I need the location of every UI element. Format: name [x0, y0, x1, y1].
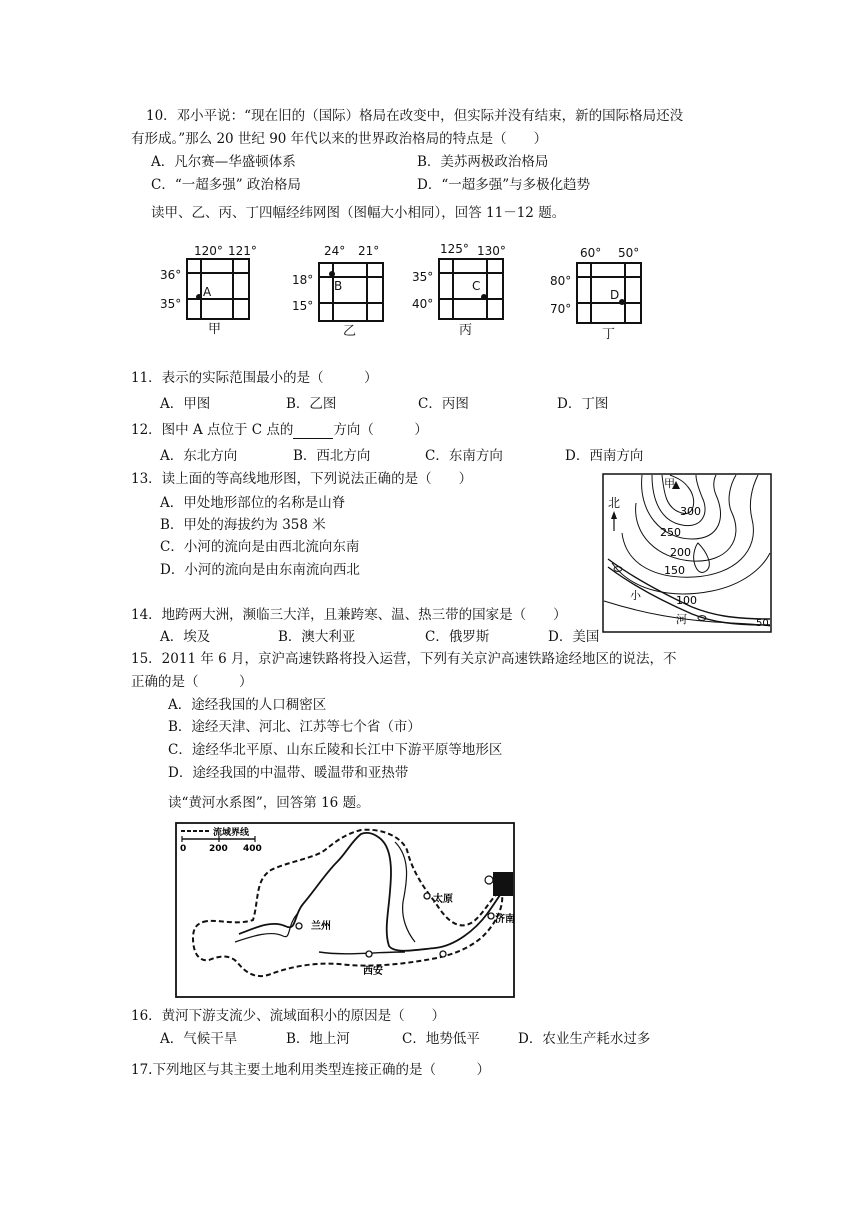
- grid-jia-name: 甲: [208, 322, 222, 337]
- grid-ding-side-top: 80°: [550, 274, 572, 288]
- river-char-1: 小: [630, 589, 641, 602]
- q16-option-a: A．气候干旱: [160, 1031, 238, 1047]
- q11-option-b: B．乙图: [286, 396, 337, 412]
- city-taiyuan-label: 太原: [433, 894, 453, 905]
- grid-yi-point-label: B: [334, 279, 343, 293]
- q12-option-a: A．东北方向: [160, 448, 238, 464]
- contour-label-150: 150: [664, 564, 685, 577]
- q14-option-c: C．俄罗斯: [425, 629, 490, 645]
- q14-option-d: D．美国: [548, 629, 600, 645]
- q13-option-c: C．小河的流向是由西北流向东南: [160, 539, 360, 555]
- q12-stem: [131, 421, 428, 439]
- grid-bing-top-right: 130°: [477, 244, 506, 258]
- contour-map: [602, 473, 772, 633]
- grid-ding-point-dot: [619, 299, 625, 305]
- grid-jia-point-dot: [196, 294, 202, 300]
- q11-option-c: C．丙图: [418, 396, 469, 412]
- q11-option-a: A．甲图: [160, 396, 211, 412]
- grid-bing-side-bottom: 40°: [412, 297, 434, 311]
- q12-stem-post: 方向（ ）: [333, 422, 428, 438]
- city-xian-label: 西安: [363, 966, 383, 977]
- q11-stem: 11．表示的实际范围最小的是（ ）: [131, 370, 378, 386]
- city-lanzhou-label: 兰州: [311, 921, 331, 932]
- river-map-intro: 读“黄河水系图”，回答第 16 题。: [168, 795, 370, 811]
- q13-option-a: A．甲处地形部位的名称是山脊: [160, 495, 346, 511]
- q15-option-b: B．途经天津、河北、江苏等七个省（市）: [168, 719, 421, 735]
- grid-bing-point-label: C: [472, 279, 481, 293]
- q15-stem-line2: 正确的是（ ）: [131, 674, 253, 690]
- q13-stem: 13．读上面的等高线地形图，下列说法正确的是（ ）: [131, 471, 473, 487]
- grid-ding-name: 丁: [602, 327, 616, 342]
- grid-ding-point-label: D: [610, 288, 620, 302]
- grid-bing-top-left: 125°: [440, 242, 469, 256]
- q10-option-a: A．凡尔赛—华盛顿体系: [151, 154, 296, 170]
- grid-jia-top-right: 121°: [228, 244, 257, 258]
- scale-label-200: 200: [209, 844, 228, 854]
- grid-ding-top-left: 60°: [580, 246, 602, 260]
- grid-bing-box: [438, 258, 504, 320]
- north-label: 北: [608, 496, 621, 510]
- q12-option-c: C．东南方向: [425, 448, 503, 464]
- q10-stem-line1: 10．邓小平说：“现在旧的（国际）格局在改变中，但实际并没有结束，新的国际格局还没: [146, 108, 684, 124]
- city-taiyuan-marker: [424, 893, 430, 899]
- grid-bing-name: 丙: [459, 323, 473, 338]
- scale-label-0: 0: [180, 844, 187, 854]
- q13-option-b: B．甲处的海拔约为 358 米: [160, 517, 326, 533]
- grid-jia-side-bottom: 35°: [160, 297, 182, 311]
- q15-option-a: A．途经我国的人口稠密区: [168, 697, 327, 713]
- grid-yi-side-top: 18°: [292, 273, 314, 287]
- yellow-river-map: [175, 822, 515, 998]
- sea-hatch: [493, 872, 513, 896]
- grid-ding-box: [576, 262, 642, 324]
- q14-option-a: A．埃及: [160, 629, 211, 645]
- grid-jia-side-top: 36°: [160, 268, 182, 282]
- contour-label-200: 200: [670, 546, 691, 559]
- contour-label-50: 50: [756, 618, 769, 629]
- river-char-2: 河: [676, 613, 687, 626]
- q14-option-b: B．澳大利亚: [278, 629, 356, 645]
- q11-option-d: D．丁图: [557, 396, 609, 412]
- q16-stem: 16．黄河下游支流少、流域面积小的原因是（ ）: [131, 1008, 446, 1024]
- city-xian-marker: [366, 951, 372, 957]
- grid-yi-top-right: 21°: [358, 244, 380, 258]
- q15-option-d: D．途经我国的中温带、暖温带和亚热带: [168, 765, 409, 781]
- q10-option-d: D．“一超多强”与多极化趋势: [417, 177, 591, 193]
- contour-label-100: 100: [676, 594, 697, 607]
- grid-bing-point-dot: [481, 294, 487, 300]
- grid-yi-top-left: 24°: [324, 244, 346, 258]
- q16-option-b: B．地上河: [286, 1031, 350, 1047]
- q14-stem: 14．地跨两大洲，濒临三大洋，且兼跨寒、温、热三带的国家是（ ）: [131, 607, 567, 623]
- q17-stem: 17.下列地区与其主要土地利用类型连接正确的是（ ）: [131, 1062, 490, 1078]
- contour-label-300: 300: [680, 505, 701, 518]
- q16-option-c: C．地势低平: [402, 1031, 480, 1047]
- q10-option-b: B．美苏两极政治格局: [417, 154, 549, 170]
- grid-yi-box: [318, 262, 384, 322]
- q10-option-c: C．“一超多强” 政治格局: [151, 177, 301, 193]
- grid-yi-name: 乙: [343, 324, 357, 339]
- city-lanzhou-marker: [296, 923, 302, 929]
- grid-yi-point-dot: [329, 271, 335, 277]
- grid-ding-top-right: 50°: [618, 246, 640, 260]
- q16-option-d: D．农业生产耗水过多: [518, 1031, 651, 1047]
- grid-jia-box: [186, 258, 250, 320]
- contour-label-250: 250: [660, 526, 681, 539]
- city-jinan-label: 济南: [495, 914, 515, 925]
- q12-option-b: B．西北方向: [293, 448, 371, 464]
- grid-jia-top-left: 120°: [194, 244, 223, 258]
- q12-blank: [293, 424, 333, 439]
- city-jinan-marker: [488, 913, 494, 919]
- q12-option-d: D．西南方向: [565, 448, 644, 464]
- q15-option-c: C．途经华北平原、山东丘陵和长江中下游平原等地形区: [168, 742, 503, 758]
- q12-stem-pre: 12．图中 A 点位于 C 点的: [131, 422, 294, 438]
- legend-label: 流域界线: [213, 828, 250, 838]
- grid-ding-side-bottom: 70°: [550, 302, 572, 316]
- q13-option-d: D．小河的流向是由东南流向西北: [160, 562, 360, 578]
- q10-stem-line2: 有形成。”那么 20 世纪 90 年代以来的世界政治格局的特点是（ ）: [131, 131, 548, 147]
- scale-label-400: 400: [243, 844, 262, 854]
- q15-stem-line1: 15．2011 年 6 月，京沪高速铁路将投入运营，下列有关京沪高速铁路途经地区的说法，不: [131, 651, 677, 667]
- grid-yi-side-bottom: 15°: [292, 299, 314, 313]
- grid-bing-side-top: 35°: [412, 270, 434, 284]
- grid-jia-point-label: A: [203, 285, 212, 299]
- peak-label: 甲: [664, 477, 675, 490]
- grid-intro: 读甲、乙、丙、丁四幅经纬网图（图幅大小相同），回答 11－12 题。: [151, 205, 566, 221]
